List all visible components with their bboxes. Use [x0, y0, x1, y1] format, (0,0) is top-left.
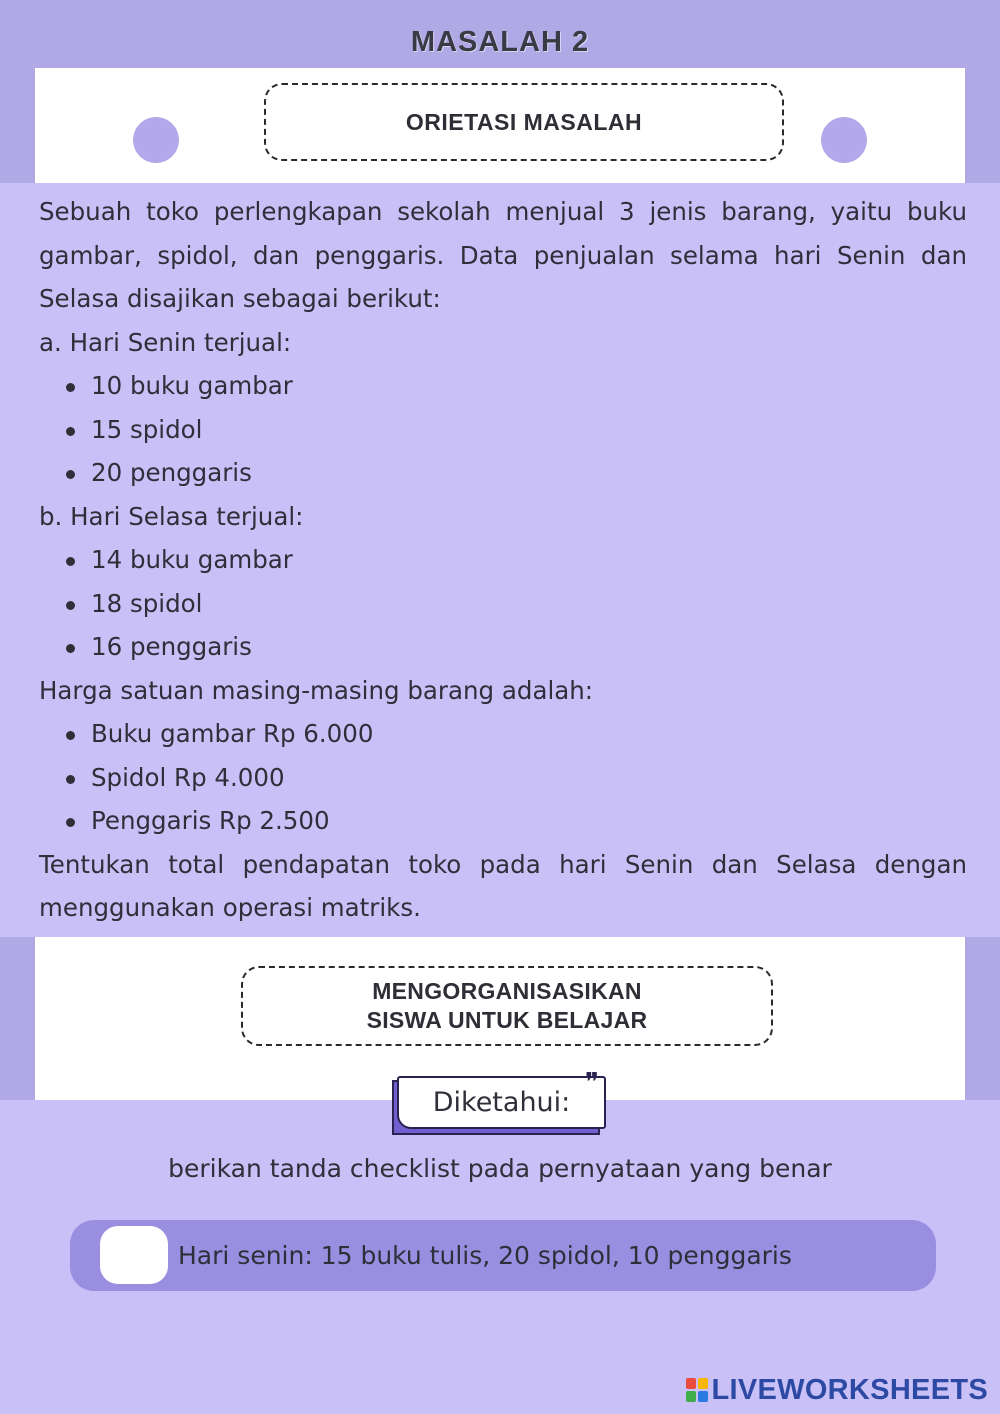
section-heading-line-2: SISWA UNTUK BELAJAR	[366, 1007, 648, 1033]
problem-text	[39, 190, 967, 930]
section-heading-organize	[241, 966, 773, 1046]
list-item: 10 buku gambar	[39, 364, 967, 408]
list-item: Penggaris Rp 2.500	[39, 799, 967, 843]
section-heading-orientation	[264, 83, 784, 161]
quote-icon: ❞	[585, 1068, 599, 1098]
price-label: Harga satuan masing-masing barang adalah:	[39, 675, 594, 705]
list-item: 14 buku gambar	[39, 538, 967, 582]
statement-checkbox[interactable]	[100, 1226, 168, 1284]
list-item: Spidol Rp 4.000	[39, 756, 967, 800]
brand-logo[interactable]	[686, 1372, 989, 1408]
decorative-dot-left	[133, 117, 179, 163]
senin-label: a. Hari Senin terjual:	[39, 327, 292, 357]
decorative-dot-right	[821, 117, 867, 163]
liveworksheets-icon	[686, 1378, 708, 1402]
section-heading-text: ORIETASI MASALAH	[405, 108, 643, 135]
instruction-text: berikan tanda checklist pada pernyataan yang benar	[168, 1154, 832, 1183]
list-item: 16 penggaris	[39, 625, 967, 669]
list-item: 15 spidol	[39, 408, 967, 452]
known-tag	[392, 1068, 606, 1135]
list-item: 18 spidol	[39, 582, 967, 626]
page-title: MASALAH 2	[410, 26, 590, 58]
list-item: Buku gambar Rp 6.000	[39, 712, 967, 756]
problem-question: Tentukan total pendapatan toko pada hari Senin dan Selasa dengan menggunakan operasi matriks.	[39, 849, 967, 922]
problem-intro: Sebuah toko perlengkapan sekolah menjual 3 jenis barang, yaitu buku gambar, spidol, dan penggaris. Data penjualan selama hari Senin dan Selasa disajikan sebagai berikut:	[39, 197, 967, 313]
brand-name: LIVEWORKSHEETS	[711, 1373, 988, 1406]
list-item: 20 penggaris	[39, 451, 967, 495]
statement-text: Hari senin: 15 buku tulis, 20 spidol, 10 penggaris	[178, 1241, 792, 1270]
tag-label: Diketahui:	[397, 1076, 606, 1129]
statement-row	[70, 1220, 936, 1291]
selasa-label: b. Hari Selasa terjual:	[39, 501, 304, 531]
section-heading-line-1: MENGORGANISASIKAN	[372, 978, 642, 1004]
